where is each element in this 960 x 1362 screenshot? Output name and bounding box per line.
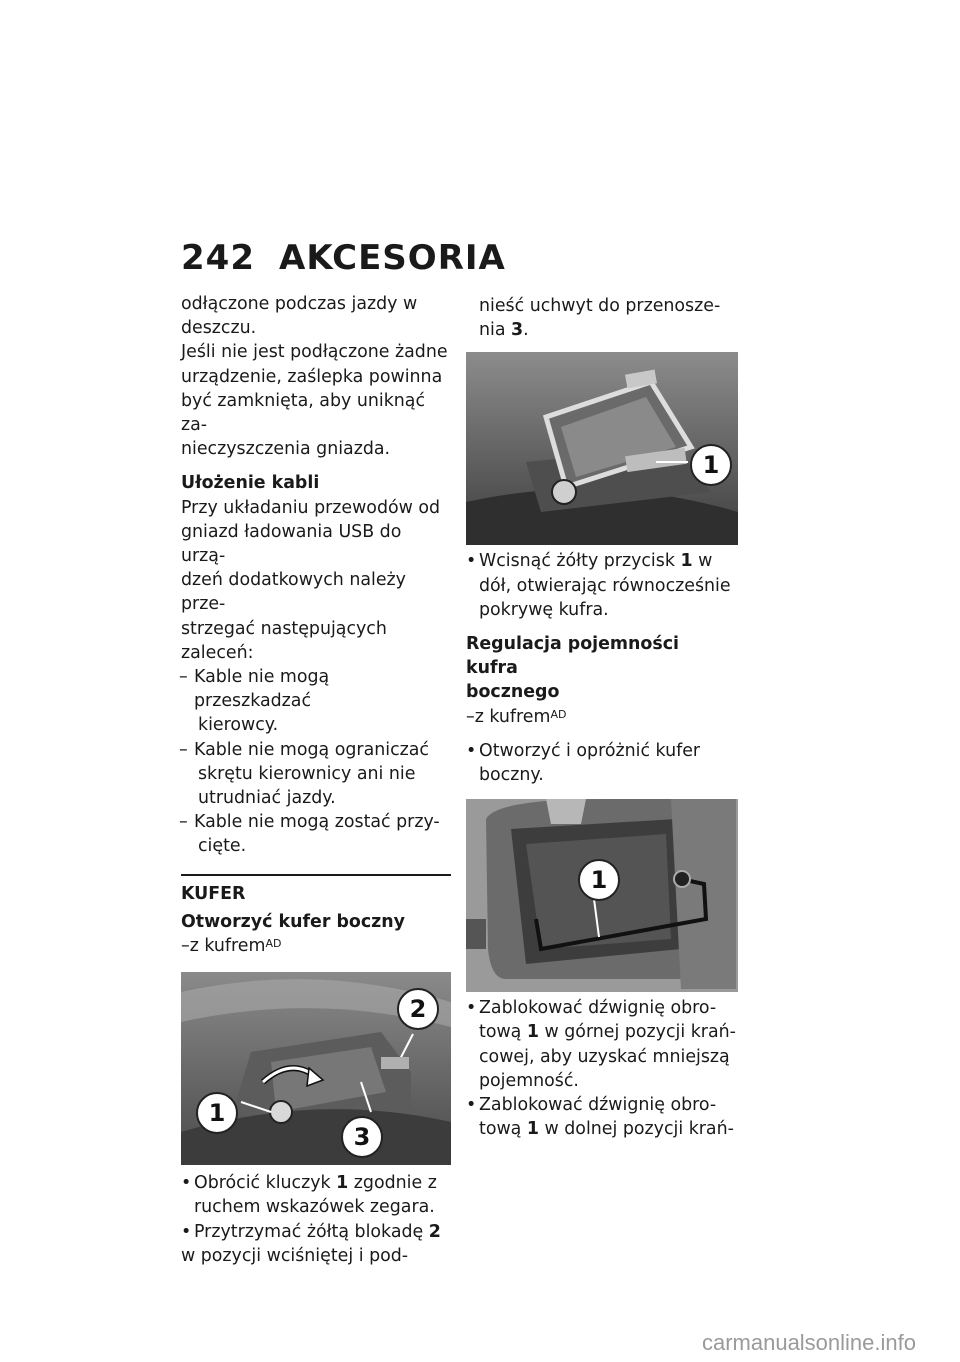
bullet-text: Wcisnąć żółty przycisk: [479, 551, 675, 572]
bullet-text: w górnej pozycji krań-: [544, 1022, 736, 1043]
bullet-ref: 2: [428, 1221, 441, 1242]
bullet-line: ruchem wskazówek zegara.: [194, 1197, 435, 1218]
figure-case-interior: [466, 799, 738, 992]
bullet-line: [194, 1171, 451, 1195]
text-line: odłączone podczas jazdy w: [181, 294, 418, 314]
condition-sup: AD: [265, 937, 282, 951]
bullet-ref: 1: [526, 1119, 539, 1140]
bullet-line: cowej, aby uzyskać mniejszą: [479, 1046, 730, 1067]
bullet-ref: 3: [511, 320, 524, 341]
bullet-item: • Obrócić kluczyk 1 zgodnie z ruchem wskazówek zegara.: [181, 1171, 451, 1219]
left-column: [181, 292, 451, 1268]
text-line: być zamknięta, aby uniknąć za-: [181, 390, 426, 436]
bullet-line: [479, 549, 736, 573]
text-line: nieść uchwyt do przenosze-: [479, 296, 721, 316]
text-line: dzeń dodatkowych należy prze-: [181, 570, 406, 615]
capacity-heading: bocznego: [466, 682, 560, 703]
page-header: [181, 238, 506, 278]
bullet-line: [479, 1020, 736, 1044]
bullet-item: • Wcisnąć żółty przycisk 1 w dół, otwierając równocześnie pokrywę kufra.: [466, 549, 736, 622]
figure-callout-1: 1: [578, 859, 620, 901]
bullet-ref: 1: [526, 1022, 539, 1043]
bullet-line: [194, 1220, 451, 1244]
bullet-item: • Otworzyć i opróżnić kufer boczny.: [466, 739, 736, 787]
text-line: nieczyszczenia gniazda.: [181, 439, 391, 460]
bullet-text: Przytrzymać żółtą blokadę: [194, 1221, 424, 1242]
bullet-item: • Zablokować dźwignię obro- tową 1 w górnej pozycji krań- cowej, aby uzyskać mniejszą pojemność.: [466, 996, 736, 1093]
open-heading: Otworzyć kufer boczny: [181, 911, 405, 932]
figure-callout-1: 1: [690, 444, 732, 486]
condition-sup: AD: [550, 707, 567, 721]
bullet-line: w pozycji wciśniętej i pod-: [181, 1245, 409, 1266]
dash-item-line: skrętu kierownicy ani nie: [198, 763, 416, 784]
bullet-ref: 1: [680, 551, 693, 572]
dash-item: – Kable nie mogą zostać przy- cięte.: [181, 810, 451, 858]
bullet-text: tową: [479, 1119, 522, 1140]
text-line: nia 3.: [479, 320, 529, 341]
dash-item-line: Kable nie mogą ograniczać: [194, 739, 429, 760]
text-line: Jeśli nie jest podłączone żadne: [181, 342, 448, 363]
bullet-line: dół, otwierając równocześnie: [479, 575, 731, 596]
cable-heading: Ułożenie kabli: [181, 473, 320, 494]
dash-item-line: Kable nie mogą przeszkadzać: [194, 667, 330, 712]
dash-item: – Kable nie mogą ograniczać skrętu kierownicy ani nie utrudniać jazdy.: [181, 738, 451, 811]
bullet-ref: 1: [336, 1173, 349, 1194]
bullet-line: Otworzyć i opróżnić kufer: [479, 740, 701, 761]
section-title: KUFER: [181, 883, 246, 904]
text-line: strzegać następujących zaleceń:: [181, 618, 387, 663]
watermark: carmanualsonline.info: [701, 1330, 916, 1355]
bullet-line: pojemność.: [479, 1070, 579, 1091]
figure-callout-2: 2: [397, 988, 439, 1030]
figure-callout-1: 1: [196, 1092, 238, 1134]
text-span: nia: [479, 320, 506, 341]
figure-case-lock: [181, 972, 451, 1165]
condition-line: –z kufrem$^{AD}$: [181, 936, 282, 957]
bullet-item: • Przytrzymać żółtą blokadę 2 w pozycji wciśniętej i pod-: [181, 1220, 451, 1268]
text-line: Przy układaniu przewodów od: [181, 497, 441, 518]
chapter-title: AKCESORIA: [279, 238, 506, 278]
figure-case-handle: [466, 352, 738, 545]
text-line: urządzenie, zaślepka powinna: [181, 366, 443, 387]
dash-item-line: kierowcy.: [198, 715, 279, 736]
bullet-text: Obrócić kluczyk: [194, 1173, 331, 1194]
bullet-line: boczny.: [479, 765, 544, 786]
bullet-line: pokrywę kufra.: [479, 599, 609, 620]
text-line: gniazd ładowania USB do urzą-: [181, 521, 402, 567]
bullet-text: zgodnie z: [353, 1173, 437, 1194]
figure-callout-3: 3: [341, 1116, 383, 1158]
text-line: deszczu.: [181, 318, 257, 339]
bullet-text: tową: [479, 1022, 522, 1043]
section-divider: [181, 874, 451, 876]
bullet-item: • Zablokować dźwignię obro- tową 1 w dolnej pozycji krań-: [466, 1093, 736, 1141]
right-column: [466, 294, 736, 1141]
capacity-heading: Regulacja pojemności kufra: [466, 634, 679, 679]
bullet-text: w dolnej pozycji krań-: [544, 1119, 734, 1140]
bullet-line: Zablokować dźwignię obro-: [479, 1095, 717, 1116]
dash-item-line: utrudniać jazdy.: [198, 788, 336, 809]
bullet-text: w: [698, 551, 713, 572]
bullet-line: Zablokować dźwignię obro-: [479, 998, 717, 1019]
condition-line: –z kufrem$^{AD}$: [466, 706, 567, 727]
dash-item-line: Kable nie mogą zostać przy-: [194, 812, 440, 833]
condition-text: z kufrem: [189, 936, 266, 957]
bullet-line: [479, 1117, 736, 1141]
dash-item: – Kable nie mogą przeszkadzać kierowcy.: [181, 665, 451, 738]
page-number: 242: [181, 238, 255, 278]
condition-text: z kufrem: [474, 706, 551, 727]
dash-item-line: cięte.: [198, 836, 247, 857]
